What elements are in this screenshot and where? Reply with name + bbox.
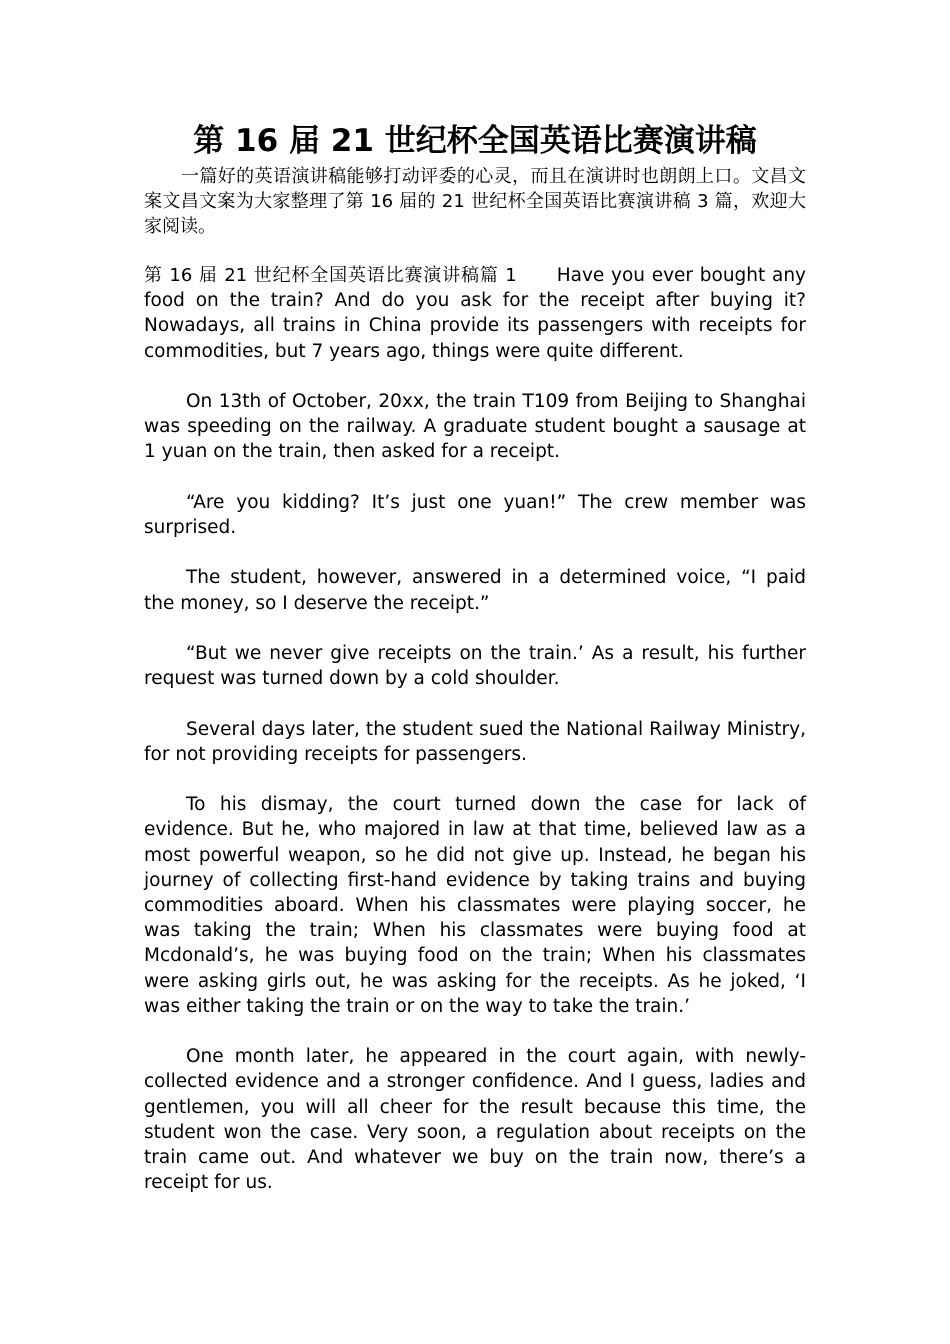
intro-paragraph: 一篇好的英语演讲稿能够打动评委的心灵，而且在演讲时也朗朗上口。文昌文案文昌文案为大家整理了第 16 届的 21 世纪杯全国英语比赛演讲稿 3 篇，欢迎大家阅读。: [144, 166, 806, 237]
document-page: [144, 118, 806, 1221]
body-paragraph: One month later, he appeared in the court again, with newly-collected evidence and a stronger confidence. And I guess, ladies and gentlemen, you will all cheer for the result because this time, the student won the case. Very soon, a regulation about receipts on the train came out. And whatever we buy on the train now, there’s a receipt for us.: [144, 1046, 806, 1194]
section-1-opening-paragraph: [144, 263, 806, 364]
body-paragraph: The student, however, answered in a determined voice, “I paid the money, so I deserve the receipt.”: [144, 567, 806, 614]
section-1-heading: 第 16 届 21 世纪杯全国英语比赛演讲稿篇 1: [144, 265, 517, 286]
body-paragraph: On 13th of October, 20xx, the train T109 from Beijing to Shanghai was speeding on the railway. A graduate student bought a sausage at 1 yuan on the train, then asked for a receipt.: [144, 391, 806, 463]
section-1-first-text: Have you ever bought any food on the train? And do you ask for the receipt after buying it? Nowadays, all trains in China provide its passengers with receipts for commodities, but 7 years ago, things were quite different.: [144, 265, 806, 362]
body-paragraph: To his dismay, the court turned down the case for lack of evidence. But he, who majored in law at that time, believed law as a most powerful weapon, so he did not give up. Instead, he began his journey of collecting first-hand evidence by taking trains and buying commodities aboard. When his classmates were playing soccer, he was taking the train; When his classmates were buying food at Mcdonald’s, he was buying food on the train; When his classmates were asking girls out, he was asking for the receipts. As he joked, ‘I was either taking the train or on the way to take the train.’: [144, 794, 806, 1017]
body-paragraph: “Are you kidding? It’s just one yuan!” The crew member was surprised.: [144, 491, 806, 538]
document-title: 第 16 届 21 世纪杯全国英语比赛演讲稿: [193, 123, 757, 159]
body-paragraph: “But we never give receipts on the train.’ As a result, his further request was turned down by a cold shoulder.: [144, 642, 806, 690]
body-paragraph: Several days later, the student sued the National Railway Ministry, for not providing receipts for passengers.: [144, 718, 806, 765]
